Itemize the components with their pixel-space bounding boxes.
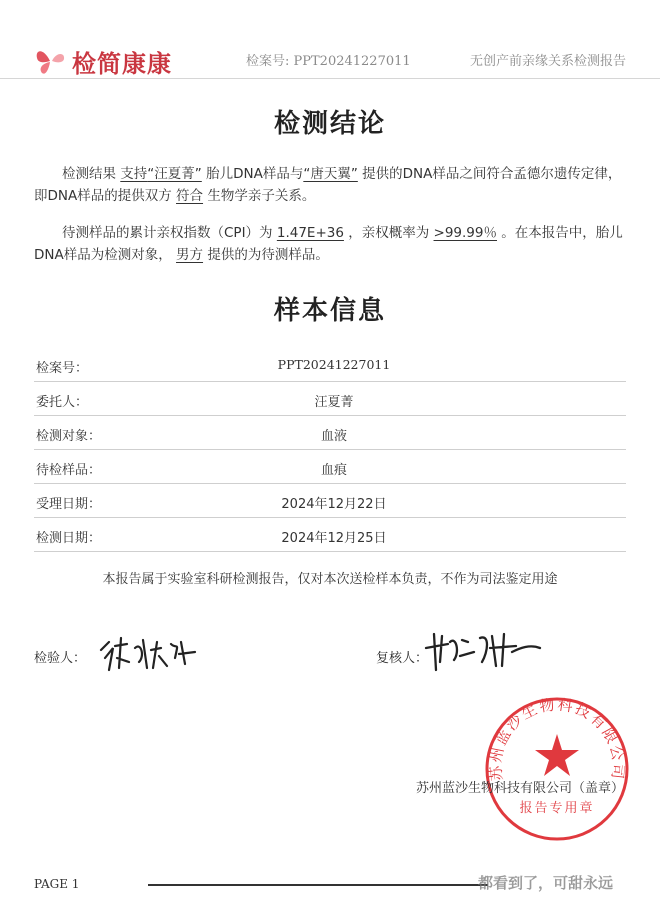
text-span: 。在本报告中，胎儿DNA样品为检测对象， <box>34 225 623 263</box>
text-span: 提供的为待测样品。 <box>207 247 329 263</box>
row-value: 血液 <box>320 429 347 444</box>
row-value: 2024年12月25日 <box>281 531 387 546</box>
header-divider <box>0 78 660 79</box>
row-label: 检测日期： <box>36 531 102 546</box>
support-result: 支持 <box>120 166 148 182</box>
row-value: 汪夏菁 <box>314 395 354 410</box>
table-row <box>34 484 626 518</box>
text-span: 胎儿DNA样品与 <box>206 166 304 182</box>
row-label: 检案号： <box>36 361 89 376</box>
seal-ring-text: 苏州蓝沙生物科技有限公司 <box>486 695 628 782</box>
row-label: 检测对象： <box>36 429 102 444</box>
table-row <box>34 382 626 416</box>
company-seal-icon <box>482 694 632 844</box>
butterfly-logo-icon <box>34 46 68 76</box>
seal-bottom-text: 报告专用章 <box>519 801 595 816</box>
text-span: 生物学亲子关系。 <box>207 188 316 204</box>
probability-value: >99.99％ <box>433 225 497 241</box>
reviewer-signature <box>420 622 550 678</box>
header-report-type: 无创产前亲缘关系检测报告 <box>469 54 626 69</box>
row-value: 2024年12月22日 <box>281 497 387 512</box>
row-value: 血痕 <box>320 463 347 478</box>
table-row <box>34 348 626 382</box>
row-label: 待检样品： <box>36 463 102 478</box>
table-row <box>34 518 626 552</box>
brand-name: 检简康康 <box>72 49 172 78</box>
footer-divider <box>148 884 488 886</box>
company-name: 苏州蓝沙生物科技有限公司（盖章） <box>416 781 625 796</box>
inspector-signature <box>95 628 205 678</box>
text-span: 检测结果 <box>62 166 116 182</box>
conclusion-paragraph-1 <box>34 163 630 207</box>
mother-name: “汪夏菁” <box>147 166 202 182</box>
row-value: PPT20241227011 <box>277 357 391 372</box>
text-span: 提供的DNA样品之间符合孟德尔遗传定律，即DNA样品的提供双方 <box>34 166 622 204</box>
conform-result: 符合 <box>176 188 204 204</box>
sample-info-title: 样本信息 <box>273 296 386 326</box>
text-span: ，亲权概率为 <box>348 225 430 241</box>
text-span: 待测样品的累计亲权指数（CPI）为 <box>62 225 273 241</box>
header-case-number: 检案号: PPT20241227011 <box>246 54 411 69</box>
row-label: 受理日期： <box>36 497 102 512</box>
father-name: “唐天翼” <box>303 166 358 182</box>
page-number: PAGE 1 <box>34 877 80 891</box>
tested-party: 男方 <box>176 247 204 263</box>
conclusion-title: 检测结论 <box>273 109 386 139</box>
inspector-label: 检验人： <box>34 651 87 666</box>
cpi-value: 1.47E+36 <box>276 225 344 241</box>
conclusion-paragraph-2 <box>34 222 630 266</box>
table-row <box>34 416 626 450</box>
watermark-text: 都看到了，可甜永远 <box>478 874 614 892</box>
disclaimer-text: 本报告属于实验室科研检测报告，仅对本次送检样本负责，不作为司法鉴定用途 <box>102 572 558 587</box>
table-row <box>34 450 626 484</box>
row-label: 委托人： <box>36 395 89 410</box>
brand-logo <box>34 44 172 78</box>
reviewer-label: 复核人： <box>376 651 429 666</box>
report-header <box>0 0 660 78</box>
sample-info-table <box>34 348 626 552</box>
